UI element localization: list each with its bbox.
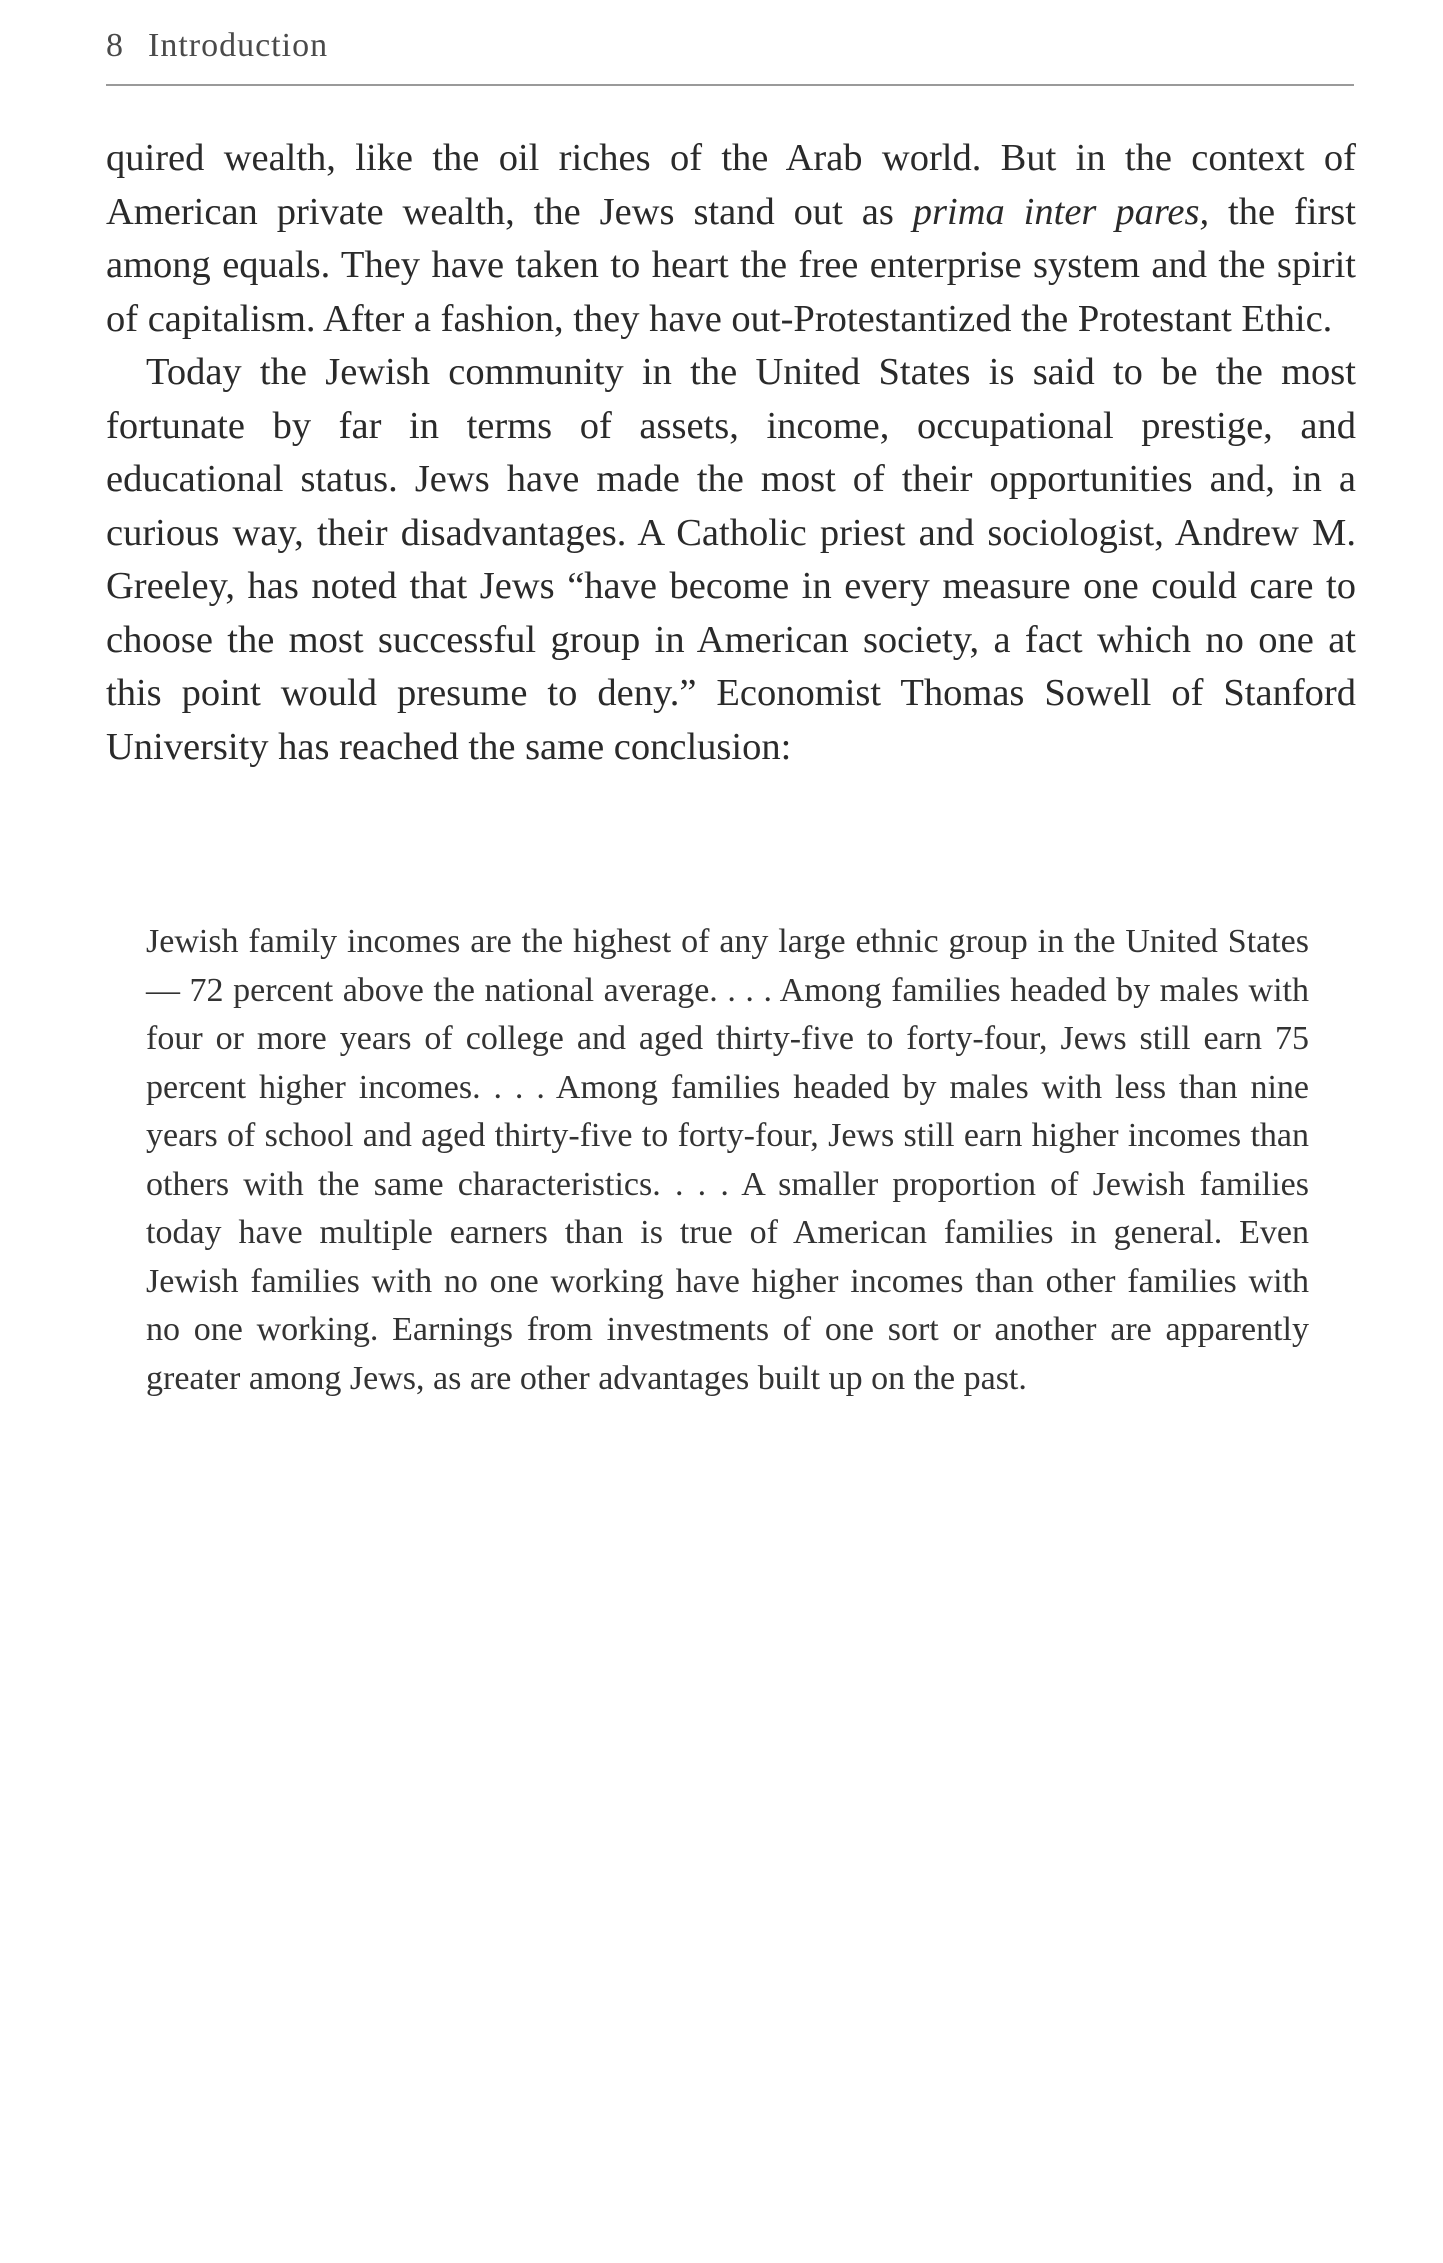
quote-text: Jewish family incomes are the highest of any large ethnic group in the United States — 72 percent above the national average. . . . Among families headed by males with four or more years of college and aged thirty-five to forty-four, Jews still earn 75 percent higher incomes. . . . Among families headed by males with less than nine years of school and aged thirty-five to forty-four, Jews still earn higher incomes than others with the same characteristics. . . . A smaller proportion of Jewish families today have multiple earners than is true of American families in general. Even Jewish families with no one working have higher incomes than other families with no one working. Earnings from investments of one sort or another are apparently greater among Jews, as are other advantages built up on the past.	[146, 923, 1309, 1397]
paragraph: Today the Jewish community in the United States is said to be the most fortunate by far in terms of assets, income, occupational prestige, and educational status. Jews have made the most of their opportunities and, in a curious way, their disadvantages. A Catholic priest and sociologist, Andrew M. Greeley, has noted that Jews “have become in every measure one could care to choose the most successful group in American society, a fact which no one at this point would presume to deny.” Economist Thomas Sowell of Stanford University has reached the same conclusion:	[106, 351, 1356, 768]
block-quote	[146, 918, 1309, 1403]
section-title: Introduction	[148, 27, 329, 64]
italic-phrase: prima inter pares,	[912, 190, 1210, 233]
body-text	[106, 132, 1356, 774]
header-rule	[106, 84, 1354, 86]
paragraph-text: the first among equals. They have taken to heart the free enterprise system and the spirit of capitalism. After a fashion, they have out-Protestantized the Protestant Ethic.	[106, 190, 1356, 340]
running-head	[106, 22, 328, 70]
paragraph-continued	[106, 132, 1356, 346]
page-number: 8	[106, 27, 124, 64]
paragraph-text: quired wealth, like the oil riches of the Arab world. But in the context of American private wealth, the Jews stand out as	[106, 137, 1356, 233]
